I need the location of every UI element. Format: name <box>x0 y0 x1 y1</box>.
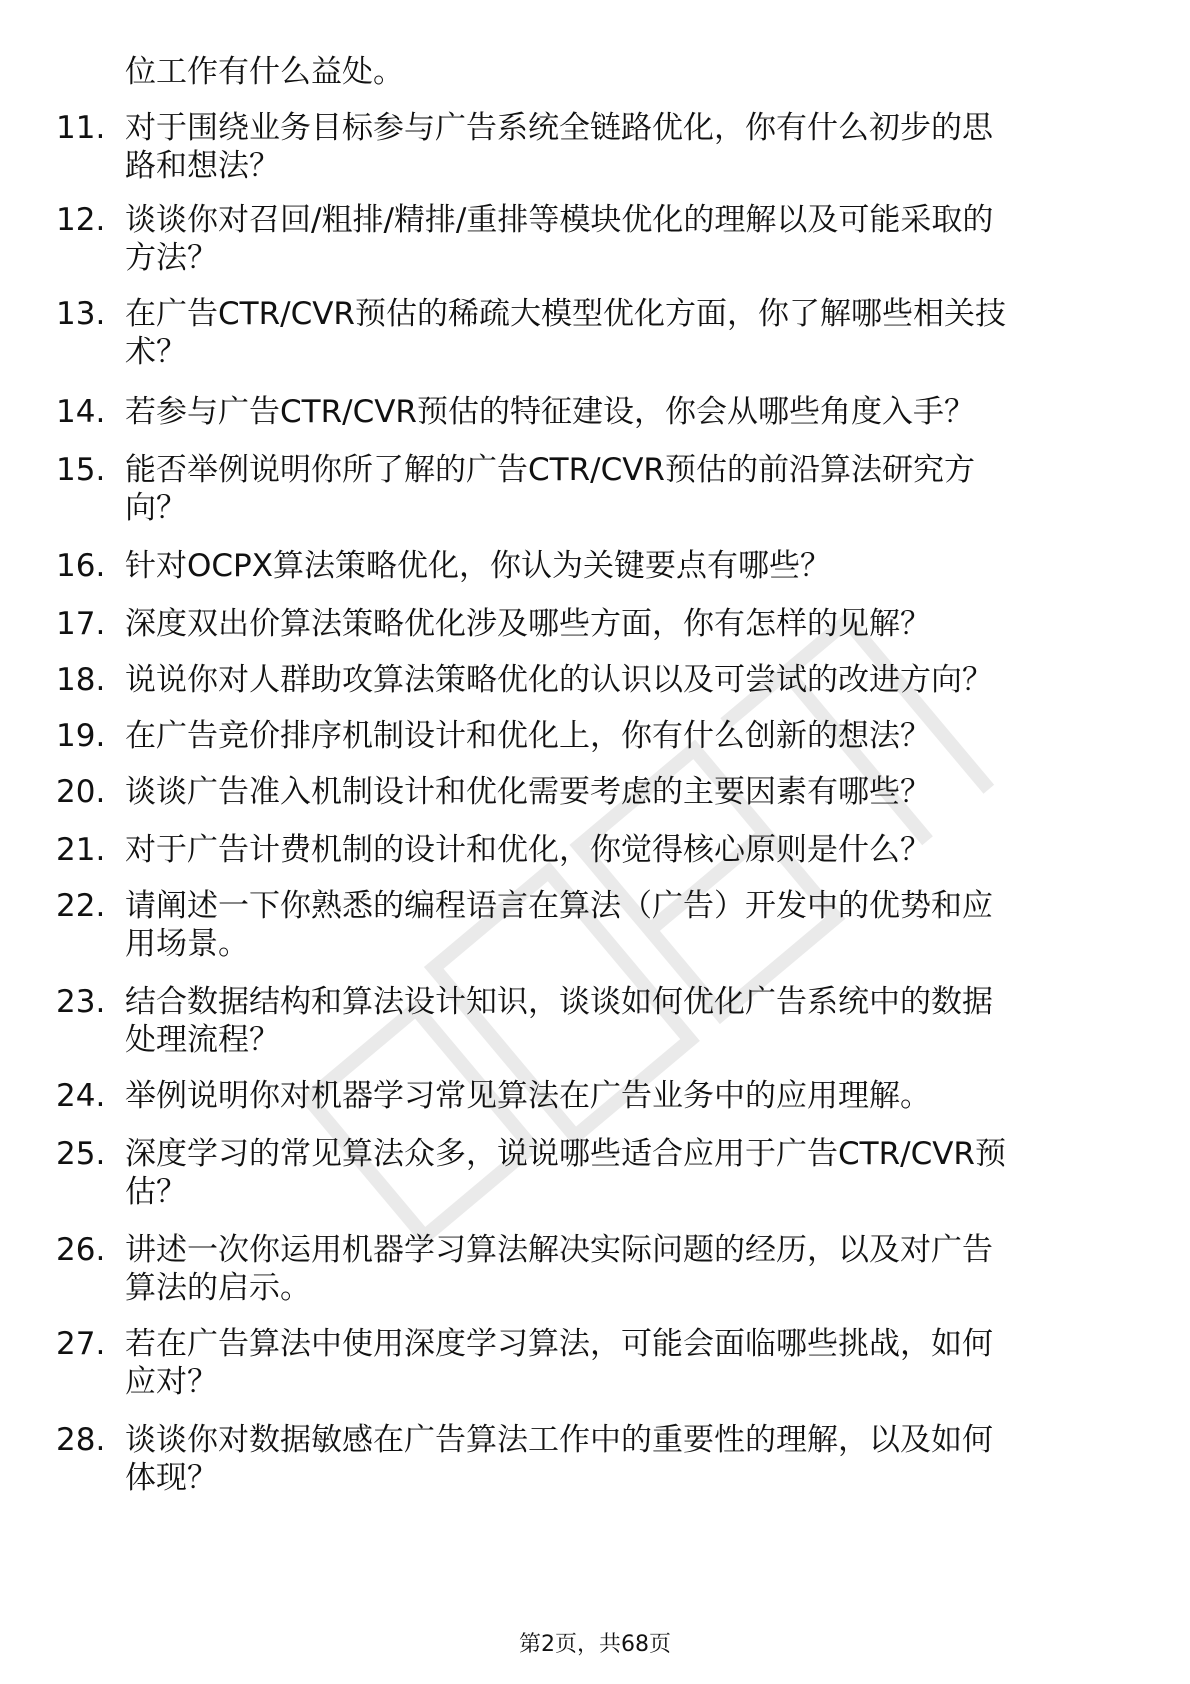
question-text-line: 算法的启示。 <box>125 1270 311 1306</box>
question-text-line: 说说你对人群助攻算法策略优化的认识以及可尝试的改进方向？ <box>125 662 993 698</box>
question-text-line: 若参与广告CTR/CVR预估的特征建设，你会从哪些角度入手？ <box>125 394 975 430</box>
continuation-text: 位工作有什么益处。 <box>125 54 404 90</box>
question-number: 24. <box>56 1078 106 1114</box>
page-footer: 第2页，共68页 <box>519 1632 671 1657</box>
question-text-line: 举例说明你对机器学习常见算法在广告业务中的应用理解。 <box>125 1078 931 1114</box>
question-number: 12. <box>56 202 106 238</box>
question-text-line: 讲述一次你运用机器学习算法解决实际问题的经历，以及对广告 <box>125 1232 993 1268</box>
question-number: 14. <box>56 394 106 430</box>
question-number: 26. <box>56 1232 106 1268</box>
question-number: 19. <box>56 718 106 754</box>
question-text-line: 在广告竞价排序机制设计和优化上，你有什么创新的想法？ <box>125 718 931 754</box>
question-text-line: 结合数据结构和算法设计知识，谈谈如何优化广告系统中的数据 <box>125 984 993 1020</box>
question-text-line: 请阐述一下你熟悉的编程语言在算法（广告）开发中的优势和应 <box>125 888 993 924</box>
question-number: 18. <box>56 662 106 698</box>
question-text-line: 若在广告算法中使用深度学习算法，可能会面临哪些挑战，如何 <box>125 1326 993 1362</box>
question-text-line: 用场景。 <box>125 926 249 962</box>
question-text-line: 方法？ <box>125 240 218 276</box>
question-text-line: 谈谈你对召回/粗排/精排/重排等模块优化的理解以及可能采取的 <box>125 202 994 238</box>
question-number: 11. <box>56 110 106 146</box>
question-text-line: 体现？ <box>125 1460 218 1496</box>
question-number: 16. <box>56 548 106 584</box>
question-text-line: 向？ <box>125 490 187 526</box>
question-number: 21. <box>56 832 106 868</box>
question-text-line: 深度学习的常见算法众多，说说哪些适合应用于广告CTR/CVR预 <box>125 1136 1006 1172</box>
question-text-line: 深度双出价算法策略优化涉及哪些方面，你有怎样的见解？ <box>125 606 931 642</box>
question-text-line: 应对？ <box>125 1364 218 1400</box>
question-text-line: 能否举例说明你所了解的广告CTR/CVR预估的前沿算法研究方 <box>125 452 975 488</box>
question-number: 15. <box>56 452 106 488</box>
question-number: 23. <box>56 984 106 1020</box>
question-text-line: 谈谈你对数据敏感在广告算法工作中的重要性的理解，以及如何 <box>125 1422 993 1458</box>
question-text-line: 针对OCPX算法策略优化，你认为关键要点有哪些？ <box>125 548 831 584</box>
question-number: 22. <box>56 888 106 924</box>
question-text-line: 对于围绕业务目标参与广告系统全链路优化，你有什么初步的思 <box>125 110 993 146</box>
question-number: 27. <box>56 1326 106 1362</box>
question-number: 13. <box>56 296 106 332</box>
question-number: 28. <box>56 1422 106 1458</box>
question-text-line: 谈谈广告准入机制设计和优化需要考虑的主要因素有哪些？ <box>125 774 931 810</box>
question-text-line: 在广告CTR/CVR预估的稀疏大模型优化方面，你了解哪些相关技 <box>125 296 1006 332</box>
question-text-line: 路和想法？ <box>125 148 280 184</box>
question-text-line: 对于广告计费机制的设计和优化，你觉得核心原则是什么？ <box>125 832 931 868</box>
question-number: 20. <box>56 774 106 810</box>
question-number: 25. <box>56 1136 106 1172</box>
question-number: 17. <box>56 606 106 642</box>
question-text-line: 术？ <box>125 334 187 370</box>
question-text-line: 估？ <box>125 1174 187 1210</box>
question-text-line: 处理流程？ <box>125 1022 280 1058</box>
